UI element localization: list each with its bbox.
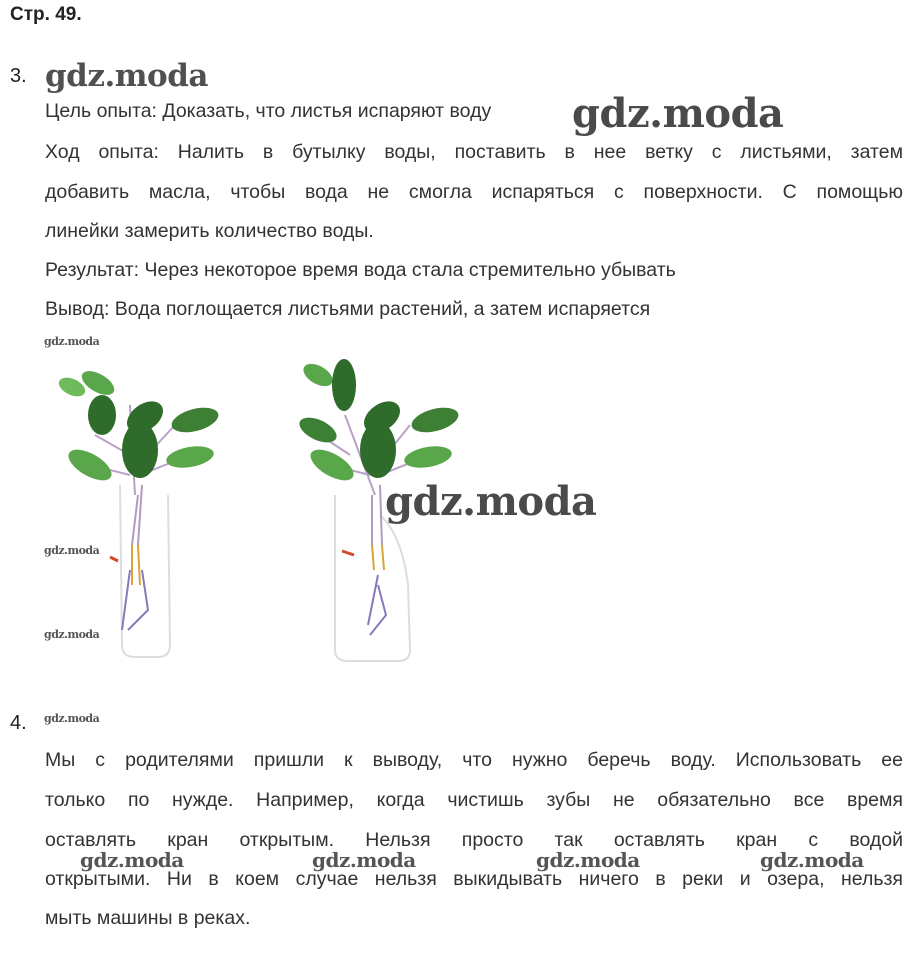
task-3-goal-line: Цель опыта: Доказать, что листья испаряют воду bbox=[45, 100, 492, 122]
watermark-logo: gdz.moda bbox=[44, 712, 100, 725]
task-4-line-3: оставлять кран открытым. Нельзя просто так оставлять кран с водой bbox=[45, 829, 903, 851]
task-3-procedure-line-3: линейки замерить количество воды. bbox=[45, 220, 374, 242]
watermark-logo: gdz.moda bbox=[44, 628, 100, 641]
watermark-logo: gdz.moda bbox=[80, 848, 184, 872]
watermark-logo: gdz.moda bbox=[572, 90, 784, 137]
task-4-line-2: только по нужде. Например, когда чистишь зубы не обязательно все время bbox=[45, 789, 903, 811]
plant-in-bottle-illustration bbox=[50, 345, 230, 665]
task-4-line-4: открытыми. Ни в коем случае нельзя выкидывать ничего в реки и озера, нельзя bbox=[45, 868, 903, 890]
task-3-result-line: Результат: Через некоторое время вода стала стремительно убывать bbox=[45, 259, 676, 281]
task-4-line-1: Мы с родителями пришли к выводу, что нужно беречь воду. Использовать ее bbox=[45, 749, 903, 771]
plant-in-bottle-illustration bbox=[290, 345, 470, 665]
watermark-logo: gdz.moda bbox=[385, 478, 597, 525]
task-3-conclusion-line: Вывод: Вода поглощается листьями растений, а затем испаряется bbox=[45, 298, 651, 320]
watermark-logo: gdz.moda bbox=[536, 848, 640, 872]
task-3-procedure-line-2: добавить масла, чтобы вода не смогла испаряться с поверхности. С помощью bbox=[45, 181, 903, 203]
page-title: Стр. 49. bbox=[10, 4, 82, 25]
watermark-logo: gdz.moda bbox=[44, 544, 100, 557]
task-4-number: 4. bbox=[10, 712, 27, 734]
task-3-number: 3. bbox=[10, 65, 27, 87]
task-3-procedure-line-1: Ход опыта: Налить в бутылку воды, поставить в нее ветку с листьями, затем bbox=[45, 141, 903, 163]
watermark-logo: gdz.moda bbox=[312, 848, 416, 872]
watermark-logo: gdz.moda bbox=[760, 848, 864, 872]
watermark-logo: gdz.moda bbox=[44, 335, 100, 348]
watermark-logo: gdz.moda bbox=[45, 58, 208, 94]
task-4-line-5: мыть машины в реках. bbox=[45, 907, 251, 929]
